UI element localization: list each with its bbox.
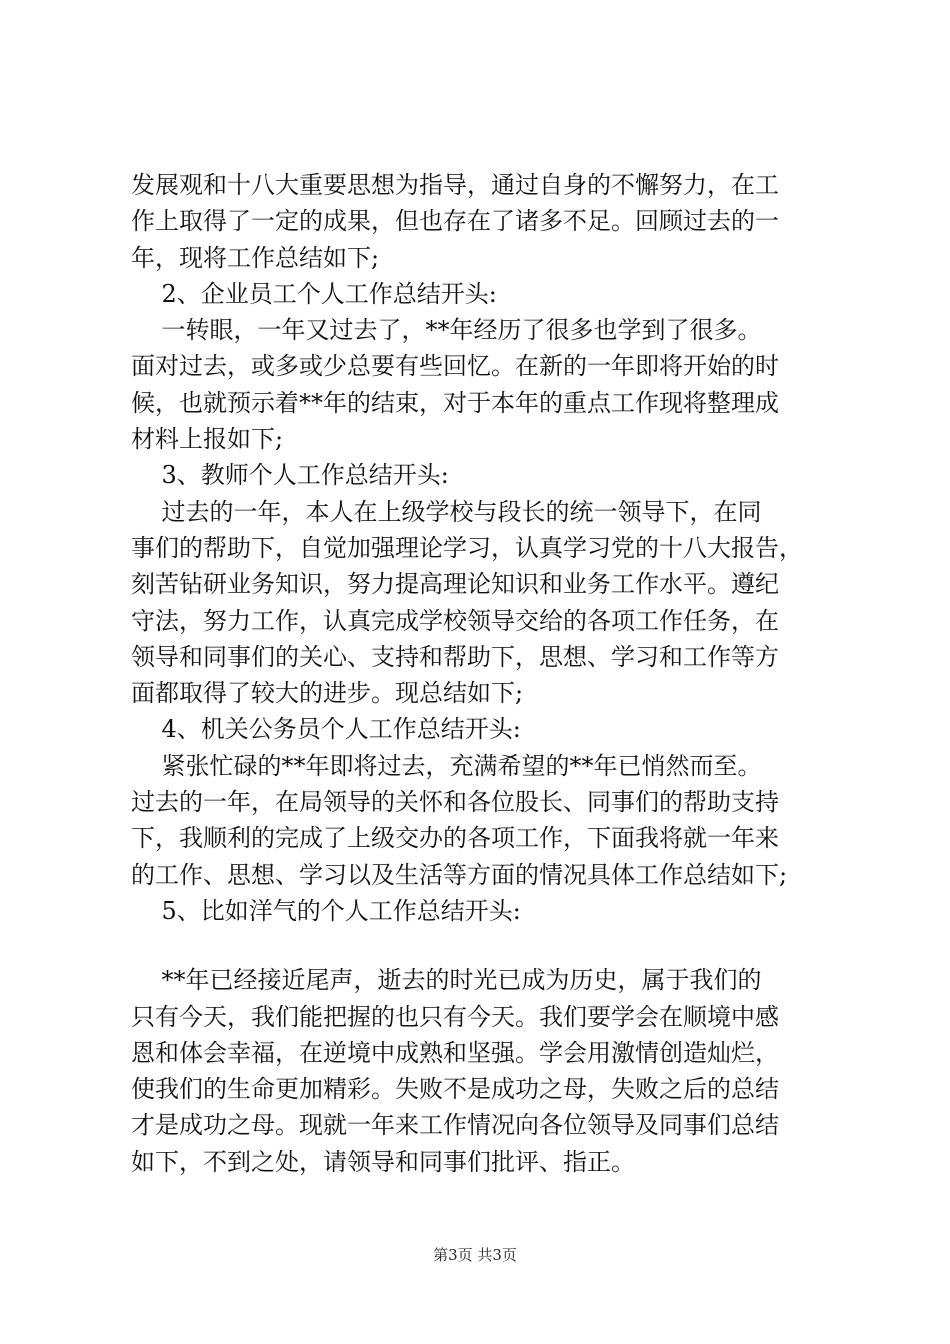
text-line: 的工作、思想、学习以及生活等方面的情况具体工作总结如下;: [131, 860, 788, 889]
paragraph: [131, 312, 831, 457]
text-line: 面对过去，或多或少总要有些回忆。在新的一年即将开始的时: [131, 352, 779, 381]
text-line: 发展观和十八大重要思想为指导，通过自身的不懈努力，在工: [131, 171, 779, 199]
text-line: 事们的帮助下，自觉加强理论学习，认真学习党的十八大报告，: [131, 533, 803, 562]
text-line: 材料上报如下;: [131, 425, 284, 454]
paragraph: [131, 711, 831, 747]
paragraph: [131, 457, 831, 493]
text-line: 下，我顺利的完成了上级交办的各项工作，下面我将就一年来: [131, 824, 779, 853]
text-line: 作上取得了一定的成果，但也存在了诸多不足。回顾过去的一: [131, 207, 779, 236]
text-line: 守法，努力工作，认真完成学校领导交给的各项工作任务，在: [131, 606, 779, 635]
text-line: 面都取得了较大的进步。现总结如下;: [131, 679, 524, 708]
paragraph-gap: [131, 929, 831, 962]
text-line: 如下，不到之处，请领导和同事们批评、指正。: [131, 1147, 635, 1176]
text-line: 5、比如洋气的个人工作总结开头:: [131, 896, 521, 925]
paragraph: [131, 494, 831, 712]
text-line: 刻苦钻研业务知识，努力提高理论知识和业务工作水平。遵纪: [131, 570, 779, 599]
text-line: 4、机关公务员个人工作总结开头:: [131, 715, 521, 744]
text-line: 候，也就预示着**年的结束，对于本年的重点工作现将整理成: [131, 388, 779, 417]
text-line: 过去的一年，在局领导的关怀和各位股长、同事们的帮助支持: [131, 788, 779, 817]
text-line: 紧张忙碌的**年即将过去，充满希望的**年已悄然而至。: [131, 751, 762, 780]
paragraph: [131, 962, 831, 1180]
text-line: 一转眼，一年又过去了，**年经历了很多也学到了很多。: [131, 316, 762, 345]
document-body: [131, 167, 831, 1180]
text-line: 3、教师个人工作总结开头:: [131, 461, 449, 490]
paragraph: [131, 276, 831, 312]
paragraph: [131, 893, 831, 929]
paragraph: [131, 167, 831, 276]
paragraph: [131, 748, 831, 893]
text-line: **年已经接近尾声，逝去的时光已成为历史，属于我们的: [131, 966, 762, 995]
text-line: 使我们的生命更加精彩。失败不是成功之母，失败之后的总结: [131, 1075, 779, 1104]
text-line: 2、企业员工个人工作总结开头:: [131, 279, 497, 308]
text-line: 领导和同事们的关心、支持和帮助下，思想、学习和工作等方: [131, 642, 779, 671]
text-line: 过去的一年，本人在上级学校与段长的统一领导下，在同: [131, 497, 762, 526]
text-line: 才是成功之母。现就一年来工作情况向各位领导及同事们总结: [131, 1111, 779, 1140]
page-footer: 第3页 共3页: [433, 1246, 517, 1264]
text-line: 年，现将工作总结如下;: [131, 243, 380, 272]
text-line: 恩和体会幸福，在逆境中成熟和坚强。学会用激情创造灿烂，: [131, 1038, 779, 1067]
text-line: 只有今天，我们能把握的也只有今天。我们要学会在顺境中感: [131, 1002, 779, 1031]
